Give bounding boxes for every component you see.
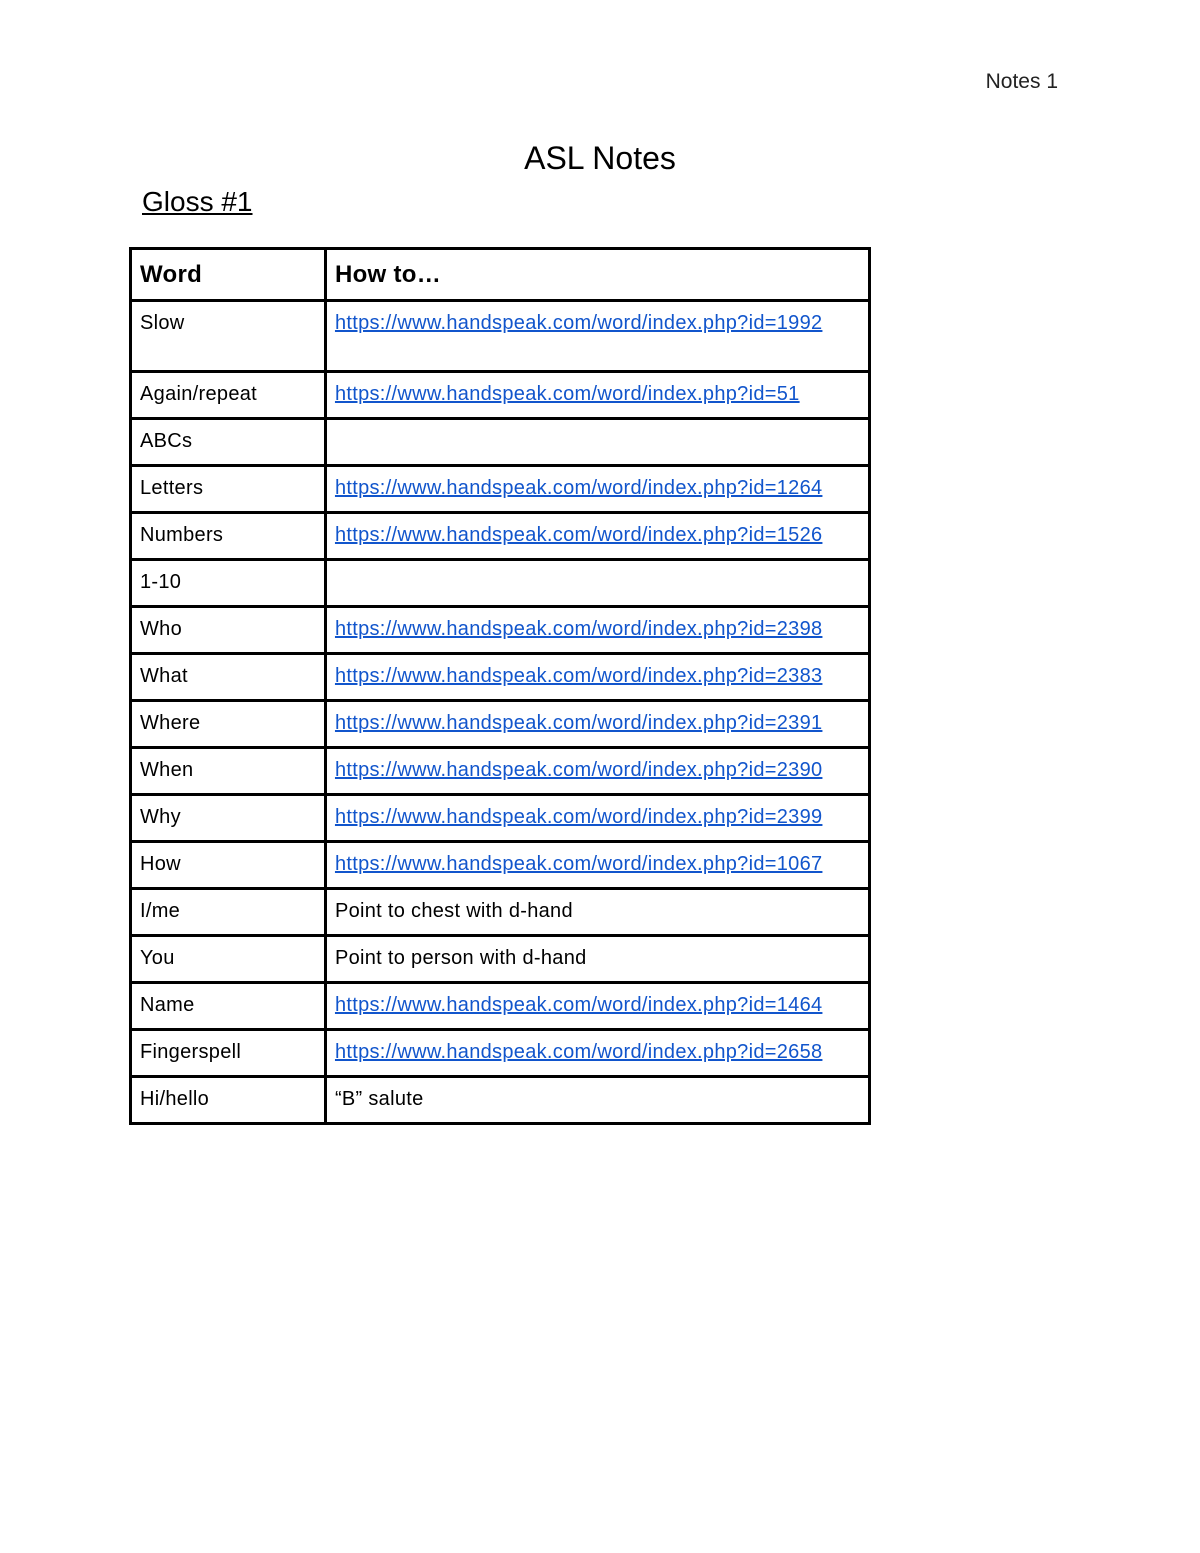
link-why[interactable]: https://www.handspeak.com/word/index.php?id=2399 [334,806,823,828]
word-cell: Who [131,607,326,654]
word-cell: Hi/hello [131,1077,326,1124]
table-row [131,842,870,889]
document-title: ASL Notes [524,140,676,176]
link-who[interactable]: https://www.handspeak.com/word/index.php?id=2398 [334,618,823,640]
word-cell: ABCs [131,419,326,466]
how-cell: Point to person with d-hand [325,936,869,983]
gloss-table [129,247,871,1125]
table-row [131,466,870,513]
word-cell: When [131,748,326,795]
table-row [131,936,870,983]
section-heading: Gloss #1 [142,186,253,217]
word-cell: What [131,654,326,701]
word-cell: Slow [131,301,326,372]
how-cell [325,607,869,654]
link-fingerspell[interactable]: https://www.handspeak.com/word/index.php?id=2658 [334,1041,823,1063]
how-cell: “B” salute [325,1077,869,1124]
link-how[interactable]: https://www.handspeak.com/word/index.php?id=1067 [334,853,823,875]
column-header-word: Word [131,249,326,301]
word-cell: You [131,936,326,983]
how-cell [325,842,869,889]
word-cell: Again/repeat [131,372,326,419]
table-row [131,1077,870,1124]
word-cell: Fingerspell [131,1030,326,1077]
table-row [131,607,870,654]
table-row [131,372,870,419]
how-cell [325,372,869,419]
table-row [131,983,870,1030]
how-cell: Point to chest with d-hand [325,889,869,936]
table-row [131,889,870,936]
word-cell: Where [131,701,326,748]
table-row [131,701,870,748]
word-cell: I/me [131,889,326,936]
how-cell [325,654,869,701]
how-cell [325,513,869,560]
how-cell [325,795,869,842]
table-row [131,301,870,372]
how-cell [325,748,869,795]
link-letters[interactable]: https://www.handspeak.com/word/index.php?id=1264 [334,477,823,499]
table-header-row [131,249,870,301]
column-header-how-to: How to… [325,249,869,301]
how-cell [325,301,869,372]
word-cell: Name [131,983,326,1030]
link-name[interactable]: https://www.handspeak.com/word/index.php?id=1464 [334,994,823,1016]
word-cell: Letters [131,466,326,513]
word-cell: How [131,842,326,889]
how-cell [325,419,869,466]
how-cell [325,701,869,748]
table-row [131,1030,870,1077]
link-when[interactable]: https://www.handspeak.com/word/index.php?id=2390 [334,759,823,781]
word-cell: Why [131,795,326,842]
page-header-label: Notes 1 [985,70,1058,93]
table-row [131,513,870,560]
table-row [131,654,870,701]
how-cell [325,466,869,513]
how-cell [325,560,869,607]
link-what[interactable]: https://www.handspeak.com/word/index.php?id=2383 [334,665,823,687]
link-where[interactable]: https://www.handspeak.com/word/index.php?id=2391 [334,712,823,734]
word-cell: Numbers [131,513,326,560]
how-cell [325,983,869,1030]
link-again-repeat[interactable]: https://www.handspeak.com/word/index.php?id=51 [334,383,800,405]
table-row [131,748,870,795]
link-numbers[interactable]: https://www.handspeak.com/word/index.php?id=1526 [334,524,823,546]
table-row [131,560,870,607]
link-slow[interactable]: https://www.handspeak.com/word/index.php?id=1992 [334,312,823,334]
word-cell: 1-10 [131,560,326,607]
table-row [131,419,870,466]
table-row [131,795,870,842]
how-cell [325,1030,869,1077]
